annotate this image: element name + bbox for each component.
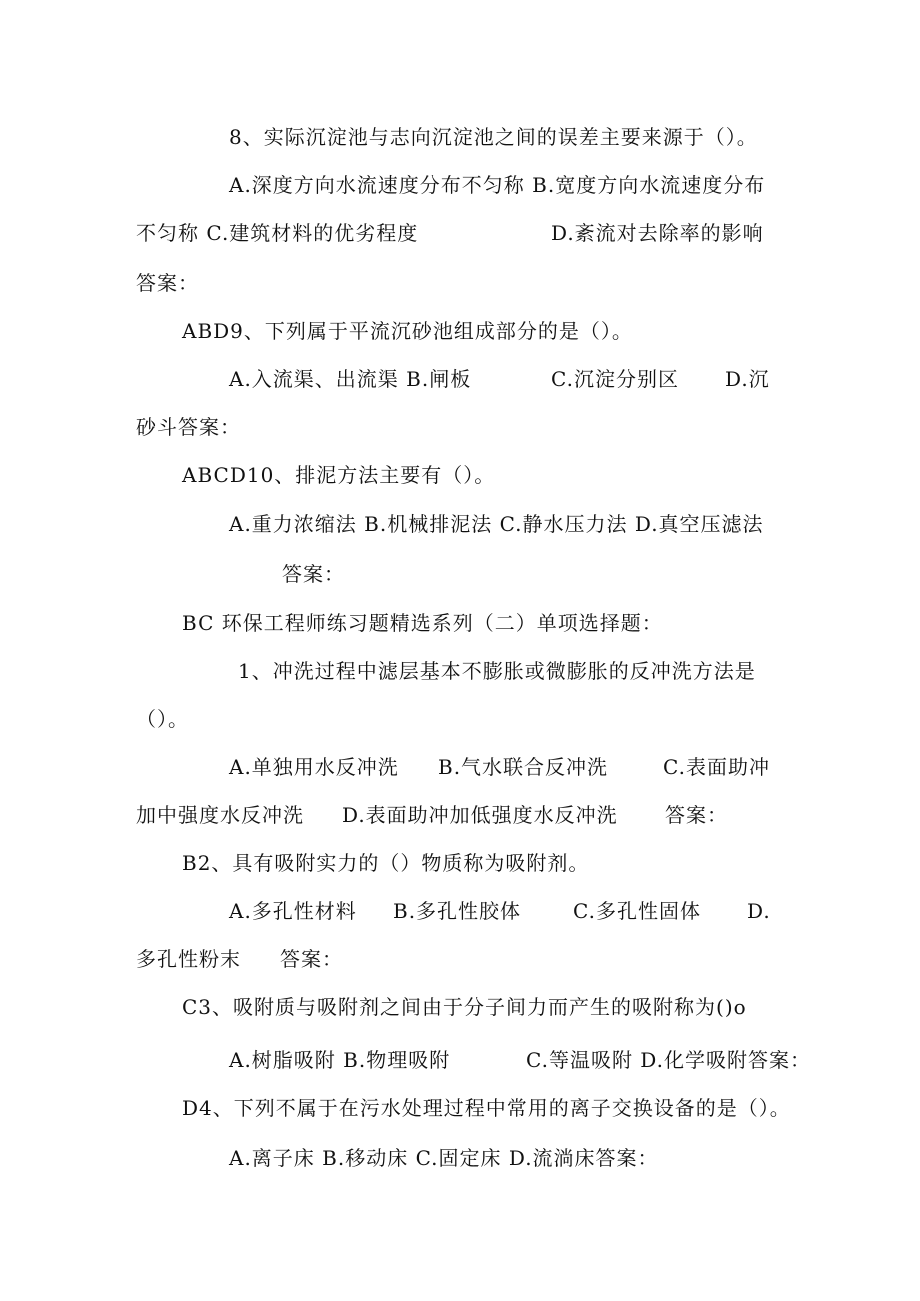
question-1-stem: 1、冲洗过程中滤层基本不膨胀或微膨胀的反冲洗方法是: [238, 659, 756, 683]
section-heading: BC 环保工程师练习题精选系列（二）单项选择题：: [182, 611, 663, 635]
question-9-options-a: A.入流渠、出流渠 B.闸板: [229, 367, 472, 391]
question-8-options-line-1: A.深度方向水流速度分布不匀称 B.宽度方向水流速度分布: [229, 173, 766, 197]
question-2-option-a: A.多孔性材料: [229, 899, 357, 923]
question-9-options-d: D.沉: [725, 367, 770, 391]
question-1-option-c: C.表面助冲: [663, 755, 770, 779]
question-3-options-cd-answer: C.等温吸附 D.化学吸附答案：: [526, 1048, 811, 1072]
question-3-options-ab: A.树脂吸附 B.物理吸附: [229, 1048, 451, 1072]
question-1-option-b: B.气水联合反冲洗: [438, 755, 609, 779]
question-10-options: A.重力浓缩法 B.机械排泥法 C.静水压力法 D.真空压滤法: [229, 512, 764, 536]
question-2-stem: B2、具有吸附实力的（）物质称为吸附剂。: [182, 851, 590, 875]
question-1-stem-continued: （）。: [136, 707, 189, 731]
question-9-options-c: C.沉淀分别区: [551, 367, 679, 391]
question-2-option-c: C.多孔性固体: [573, 899, 701, 923]
question-2-option-b: B.多孔性胶体: [393, 899, 522, 923]
question-4-stem: D4、下列不属于在污水处理过程中常用的离子交换设备的是（）。: [182, 1096, 791, 1120]
question-4-options-answer: A.离子床 B.移动床 C.固定床 D.流淌床答案：: [229, 1146, 659, 1170]
question-3-stem: C3、吸附质与吸附剂之间由于分子间力而产生的吸附称为()o: [182, 995, 747, 1019]
question-1-option-d: D.表面助冲加低强度水反冲洗: [342, 803, 618, 827]
question-8-options-line-2a: 不匀称 C.建筑材料的优劣程度: [136, 221, 419, 245]
question-10-stem: ABCD10、排泥方法主要有（）。: [182, 463, 496, 487]
question-8-stem: 8、实际沉淀池与志向沉淀池之间的误差主要来源于（）。: [229, 125, 758, 149]
question-1-option-c-continued: 加中强度水反冲洗: [136, 803, 304, 827]
question-2-answer-label: 答案：: [280, 947, 343, 971]
question-9-stem: ABD9、下列属于平流沉砂池组成部分的是（）。: [182, 319, 633, 343]
question-8-answer-label: 答案：: [136, 271, 199, 295]
question-9-answer-label: 砂斗答案：: [136, 415, 241, 439]
question-2-option-d-continued: 多孔性粉末: [136, 947, 241, 971]
question-8-options-line-2b: D.紊流对去除率的影响: [551, 221, 764, 245]
question-2-option-d: D.: [747, 899, 771, 923]
question-1-answer-label: 答案：: [665, 803, 728, 827]
question-1-option-a: A.单独用水反冲洗: [229, 755, 399, 779]
question-10-answer-label: 答案：: [282, 562, 345, 586]
